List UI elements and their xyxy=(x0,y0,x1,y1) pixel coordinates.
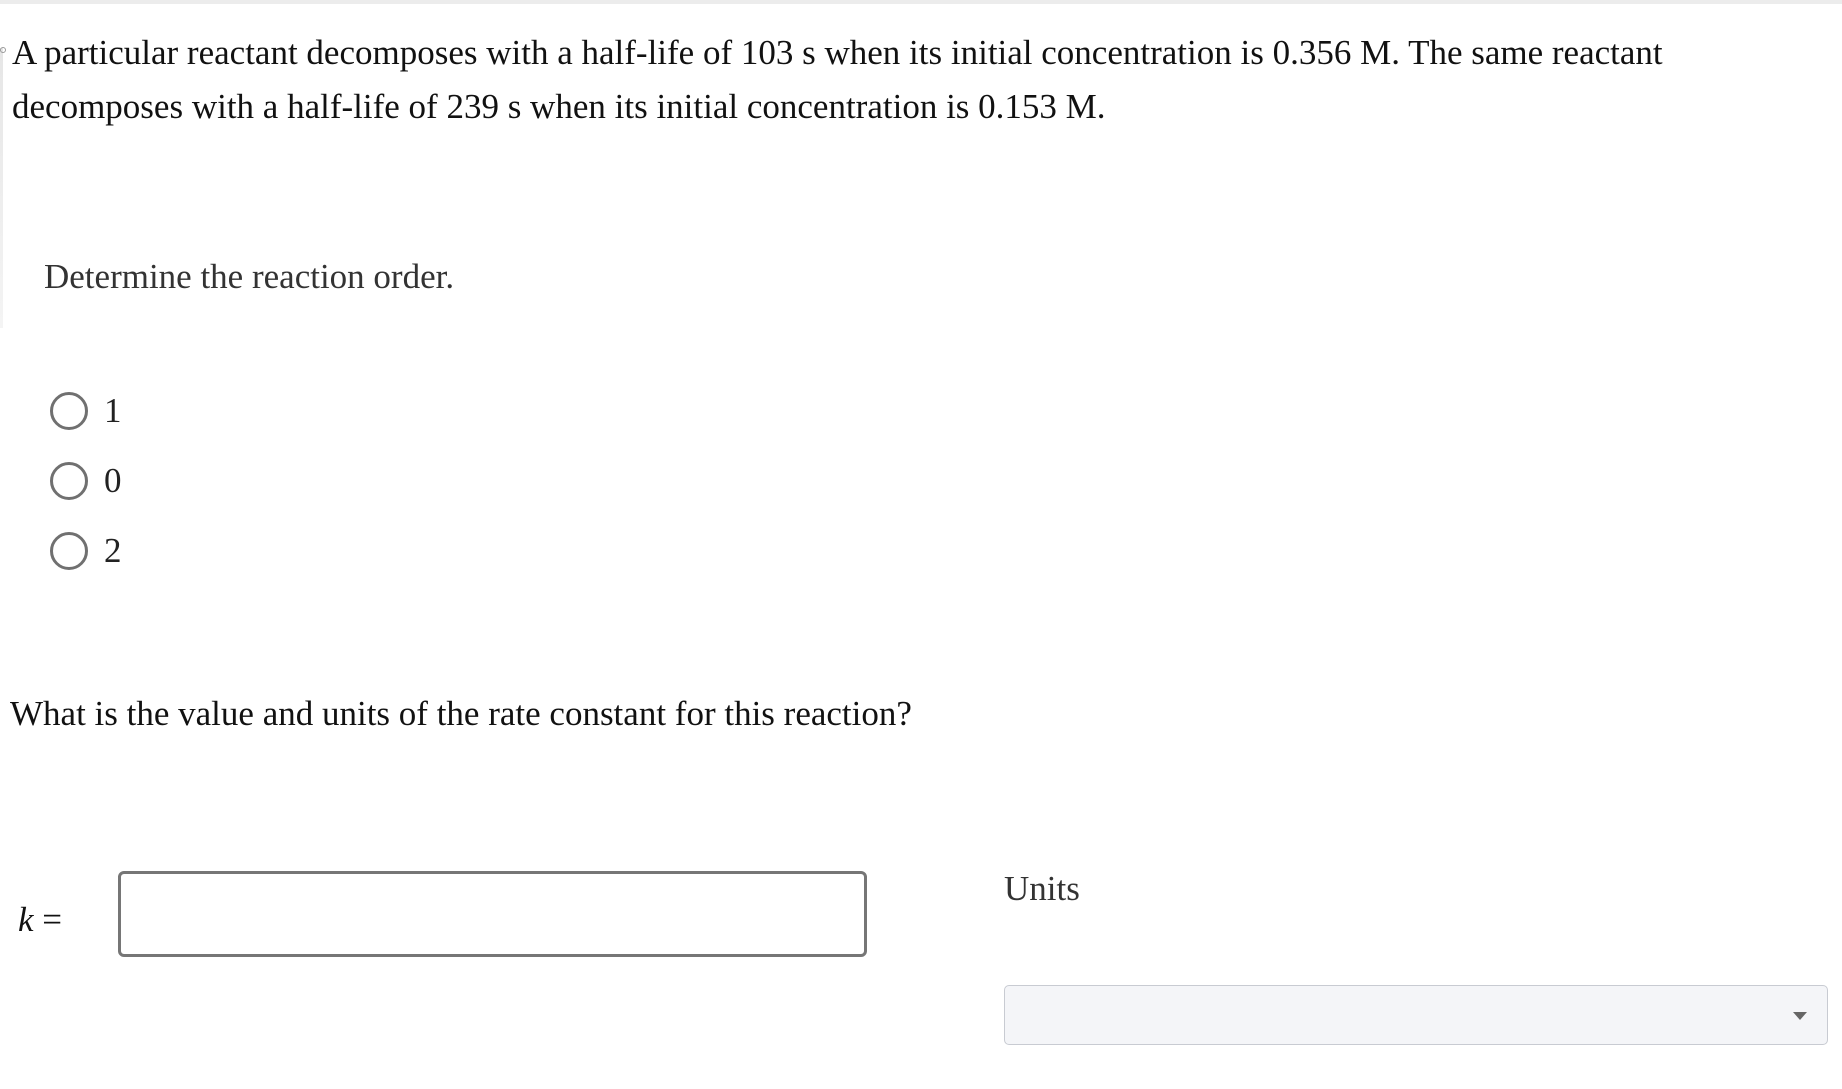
chevron-down-icon xyxy=(1793,1012,1807,1020)
order-option-label: 2 xyxy=(104,531,122,570)
k-label xyxy=(18,900,62,940)
equals-sign: = xyxy=(42,900,63,939)
reaction-order-prompt: Determine the reaction order. xyxy=(44,257,455,296)
radio-button-icon[interactable] xyxy=(50,392,88,430)
order-option-label: 0 xyxy=(104,461,122,500)
rate-constant-prompt: What is the value and units of the rate constant for this reaction? xyxy=(10,694,912,733)
k-symbol: k xyxy=(18,900,34,939)
edge-dot-icon xyxy=(0,47,6,53)
reaction-order-options xyxy=(50,376,122,586)
question-text: A particular reactant decomposes with a half-life of 103 s when its initial concentration is 0.356 M. The same reactant decomposes with a half-life of 239 s when its initial concentration is 0.153 M. xyxy=(12,33,1663,126)
order-option-label: 1 xyxy=(104,391,122,430)
units-dropdown[interactable] xyxy=(1004,985,1828,1045)
top-divider xyxy=(0,0,1842,4)
radio-button-icon[interactable] xyxy=(50,462,88,500)
rate-constant-input[interactable] xyxy=(118,871,867,957)
order-option-1[interactable] xyxy=(50,376,122,446)
order-option-2[interactable] xyxy=(50,516,122,586)
order-option-0[interactable] xyxy=(50,446,122,516)
left-edge-bar xyxy=(0,48,3,328)
units-label: Units xyxy=(1004,869,1080,908)
radio-button-icon[interactable] xyxy=(50,532,88,570)
